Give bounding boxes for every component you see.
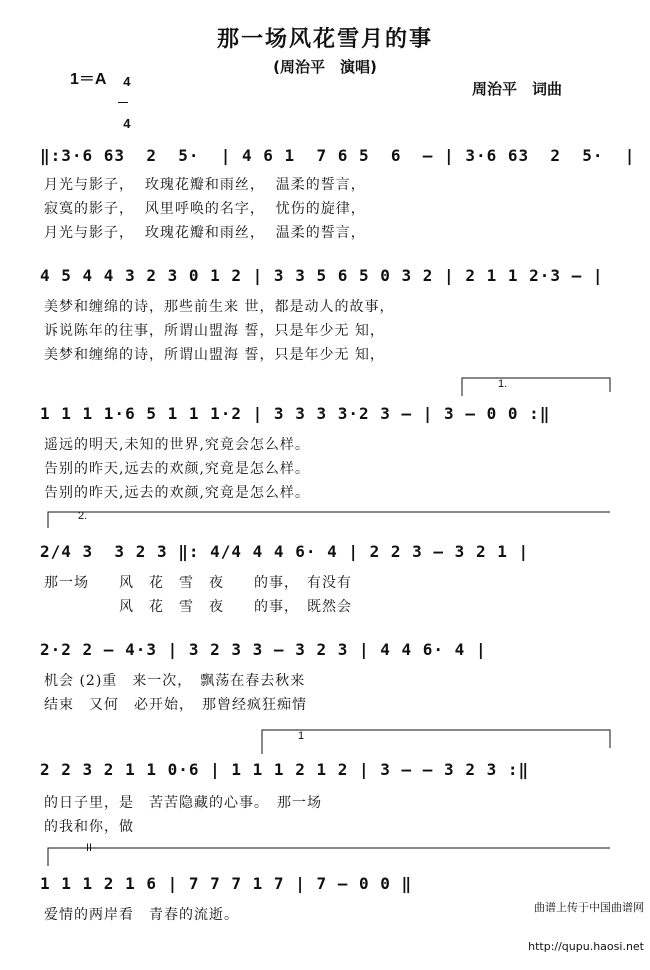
lyric-line-7-verse-1: 爱情的两岸看 青春的流逝。 [44, 907, 239, 923]
notation-line-4: 2/4 3 3 2 3 ‖: 4/4 4 4 6· 4 | 2 2 3 – 3 2 1 | [40, 542, 530, 561]
lyric-line-2-verse-1: 美梦和缠绵的诗，那些前生来 世，都是动人的故事， [44, 299, 395, 315]
key-signature: 1＝A [70, 71, 107, 88]
notation-line-5: 2·2 2 – 4·3 | 3 2 3 3 – 3 2 3 | 4 4 6· 4 | [40, 640, 487, 659]
footer-watermark [528, 875, 644, 966]
notation-line-1: ‖:3·6 63 2 5· | 4 6 1 7 6 5 6 – | 3·6 63 2 5· | [40, 146, 636, 165]
lyric-line-3-verse-2: 告别的昨天,远去的欢颜,究竟是怎么样。 [44, 461, 310, 477]
lyric-line-4-verse-1: 那一场 风 花 雪 夜 的事， 有没有 [44, 575, 352, 591]
first-ending-label-2: 1 [298, 730, 305, 742]
volta-bracket-4 [48, 848, 610, 866]
footer-line-2: http://qupu.haosi.net [528, 940, 644, 953]
second-ending-label: 2. [78, 510, 88, 522]
second-ending-label-2: II [86, 842, 93, 854]
lyric-line-3-verse-1: 遥远的明天,未知的世界,究竟会怎么样。 [44, 437, 310, 453]
time-signature-top: 4 [123, 74, 131, 89]
volta-bracket-2 [48, 512, 610, 528]
song-title: 那一场风花雪月的事 [216, 27, 433, 52]
notation-line-6: 2 2 3 2 1 1 0·6 | 1 1 1 2 1 2 | 3 – – 3 2 3 :‖ [40, 760, 530, 779]
lyric-line-2-verse-3: 美梦和缠绵的诗，所谓山盟海 誓，只是年少无 知， [44, 347, 385, 363]
notation-line-2: 4 5 4 4 3 2 3 0 1 2 | 3 3 5 6 5 0 3 2 | 2 1 1 2·3 – | [40, 266, 604, 285]
lyric-line-2-verse-2: 诉说陈年的往事，所谓山盟海 誓，只是年少无 知， [44, 323, 385, 339]
composer-credit: 周治平 词曲 [472, 80, 563, 98]
volta-bracket-3 [262, 730, 610, 754]
time-signature-bottom: 4 [123, 116, 131, 131]
lyric-line-1-verse-1: 月光与影子， 玫瑰花瓣和雨丝， 温柔的誓言， [44, 177, 366, 193]
lyric-line-1-verse-2: 寂寞的影子， 风里呼唤的名字， 忧伤的旋律， [44, 201, 366, 217]
notation-line-3: 1 1 1 1·6 5 1 1 1·2 | 3 3 3 3·2 3 – | 3 – 0 0 :‖ [40, 404, 551, 423]
lyric-line-1-verse-3: 月光与影子， 玫瑰花瓣和雨丝， 温柔的誓言， [44, 225, 366, 241]
lyric-line-6-verse-2: 的我和你，做 [44, 819, 134, 835]
lyric-line-6-verse-1: 的日子里，是 苦苦隐藏的心事。 那一场 [44, 795, 322, 811]
lyric-line-5-verse-1: 机会 (2)重 来一次， 飘荡在春去秋来 [44, 673, 306, 689]
lyric-line-3-verse-3: 告别的昨天,远去的欢颜,究竟是怎么样。 [44, 485, 310, 501]
notation-line-7: 1 1 1 2 1 6 | 7 7 7 1 7 | 7 – 0 0 ‖ [40, 874, 413, 893]
footer-line-1: 曲谱上传于中国曲谱网 [534, 901, 644, 914]
performer-credit: (周治平 演唱) [273, 58, 377, 76]
lyric-line-4-verse-2: 风 花 雪 夜 的事， 既然会 [44, 599, 352, 615]
volta-bracket-1 [462, 378, 610, 396]
first-ending-label-1: 1. [498, 378, 508, 390]
lyric-line-5-verse-2: 结束 又何 必开始， 那曾经疯狂痴情 [44, 697, 307, 713]
